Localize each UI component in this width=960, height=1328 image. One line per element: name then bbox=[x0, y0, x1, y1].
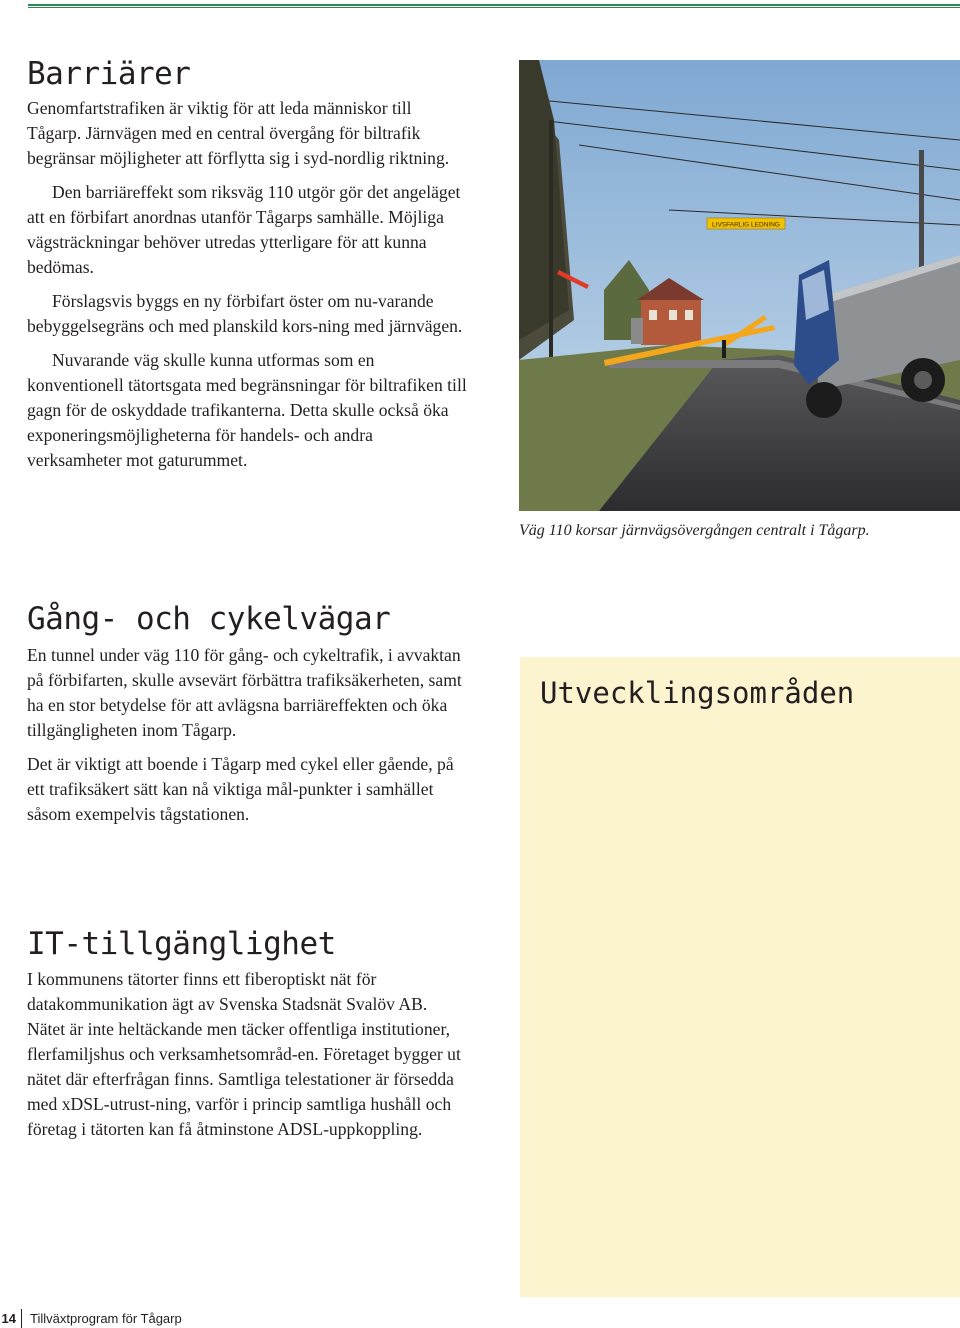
warning-sign bbox=[707, 218, 785, 229]
page-number: 14 bbox=[0, 1309, 22, 1328]
utvecklingsomraden-box bbox=[520, 657, 960, 1297]
heading-gang-cykel: Gång- och cykelvägar bbox=[27, 601, 391, 637]
heading-barriarer: Barriärer bbox=[27, 56, 191, 92]
it-body bbox=[27, 967, 467, 1142]
barriarer-paragraph-4: Nuvarande väg skulle kunna utformas som en konventionell tätortsgata med begränsningar för biltrafiken till gagn för de oskyddade trafikanterna. Detta skulle också öka exponeringsmöjligheterna för handels- och andra verksamheter mot gaturummet. bbox=[27, 350, 467, 470]
barriarer-paragraph-2: Den barriäreffekt som riksväg 110 utgör gör det angeläget att en förbifart anordnas utanför Tågarps samhälle. Möjliga vägsträckningar behöver utredas ytterligare för att kunna bedömas. bbox=[27, 182, 461, 277]
gang-cykel-body bbox=[27, 643, 467, 827]
gang-cykel-paragraph-2: Det är viktigt att boende i Tågarp med cykel eller gående, på ett trafiksäkert sätt kan nå viktiga mål-punkter i samhället såsom exempelvis tågstationen. bbox=[27, 754, 454, 824]
barriarer-paragraph-1: Genomfartstrafiken är viktig för att leda människor till Tågarp. Järnvägen med en central övergång för biltrafik begränsar möjligheter att förflytta sig i syd-nordlig riktning. bbox=[27, 98, 450, 168]
sidebox-title: Utvecklingsområden bbox=[540, 676, 855, 710]
railway-crossing-photo bbox=[519, 60, 960, 511]
footer-title: Tillväxtprogram för Tågarp bbox=[30, 1311, 182, 1326]
heading-it: IT-tillgänglighet bbox=[27, 926, 336, 962]
photo-caption: Väg 110 korsar järnvägsövergången centralt i Tågarp. bbox=[519, 522, 870, 539]
railway-crossing-illustration bbox=[519, 60, 960, 511]
person bbox=[722, 340, 726, 358]
warning-sign-text: LIVSFARLIG LEDNING bbox=[712, 221, 780, 229]
it-paragraph-1: I kommunens tätorter finns ett fiberoptiskt nät för datakommunikation ägt av Svenska Stadsnät Svalöv AB. Nätet är inte heltäckande men täcker offentliga institutioner, flerfamiljshus och verksamhetsområd-en. Företaget bygger ut nätet där efterfrågan finns. Samtliga telestationer är försedda med xDSL-utrust-ning, varför i princip samtliga hushåll och företag i tätorten kan få åtminstone ADSL-uppkoppling. bbox=[27, 969, 461, 1139]
gang-cykel-paragraph-1: En tunnel under väg 110 för gång- och cykeltrafik, i avvaktan på förbifarten, skulle avsevärt förbättra trafiksäkerheten, samt ha en stor betydelse för att avlägsna barriäreffekten och öka tillgängligheten inom Tågarp. bbox=[27, 645, 462, 740]
top-rule bbox=[28, 4, 960, 8]
barriarer-body bbox=[27, 96, 467, 473]
barriarer-paragraph-3: Förslagsvis byggs en ny förbifart öster om nu-varande bebyggelsegräns och med planskild kors-ning med järnvägen. bbox=[27, 291, 463, 336]
